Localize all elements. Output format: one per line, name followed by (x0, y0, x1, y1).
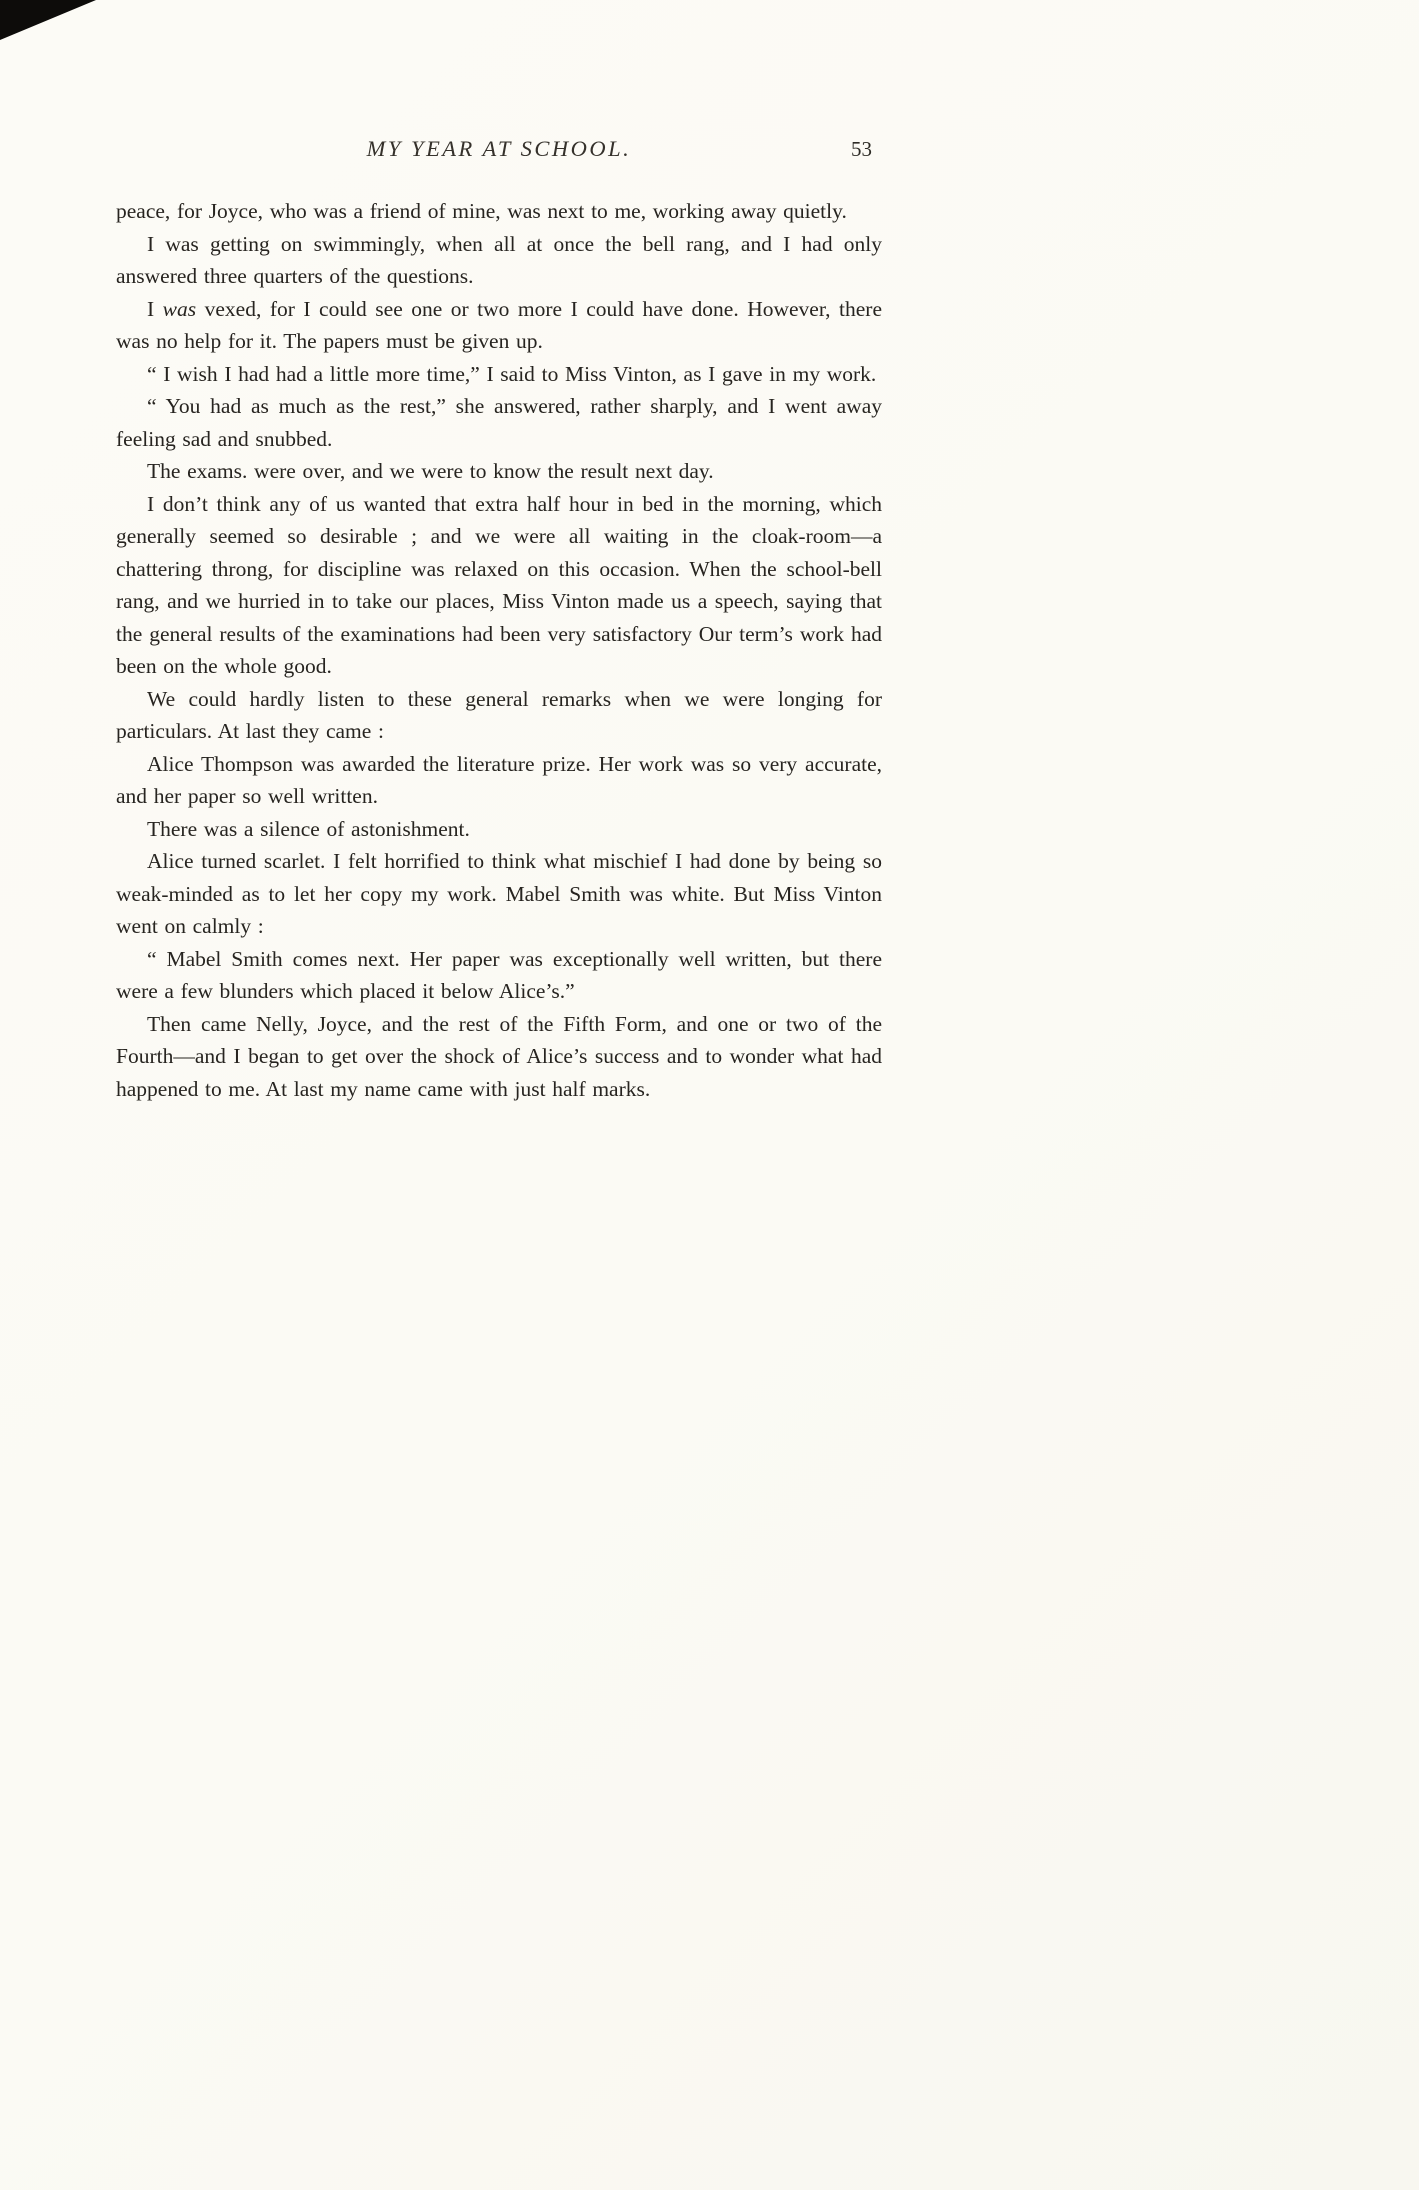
page-content (116, 136, 882, 1105)
paragraph (116, 683, 882, 748)
running-head (116, 136, 882, 174)
text-run: I (147, 296, 163, 321)
text-run: I don’t think any of us wanted that extra half hour in bed in the morning, which generally seemed so desirable ; and we were all waiting in the cloak-room—a chattering throng, for discipline was relaxed on this occasion. When the school-bell rang, and we hurried in to take our places, Miss Vinton made us a speech, saying that the general results of the examinations had been very satisfactory Our term’s work had been on the whole good. (116, 491, 882, 678)
emphasized-text: was (162, 296, 197, 321)
text-run: The exams. were over, and we were to know the result next day. (147, 459, 714, 483)
paragraph (116, 228, 882, 293)
paragraph (116, 358, 882, 391)
paragraph (116, 390, 882, 455)
text-run: “ You had as much as the rest,” she answered, rather sharply, and I went away feeling sad and snubbed. (116, 394, 882, 451)
paragraph (116, 1008, 882, 1106)
text-run: There was a silence of astonishment. (147, 816, 470, 841)
paragraph (116, 748, 882, 813)
text-run: Then came Nelly, Joyce, and the rest of the Fifth Form, and one or two of the Fourth—and I began to get over the shock of Alice’s success and to wonder what had happened to me. At last my name came with just half marks. (116, 1011, 882, 1101)
text-run: Alice Thompson was awarded the literature prize. Her work was so very accurate, and her paper so well written. (116, 751, 882, 808)
running-title: MY YEAR AT SCHOOL. (366, 136, 632, 161)
paragraph (116, 845, 882, 943)
paragraph (116, 813, 882, 846)
paragraph (116, 943, 882, 1008)
text-run: peace, for Joyce, who was a friend of mine, was next to me, working away quietly. (116, 199, 847, 223)
text-run: Alice turned scarlet. I felt horrified to think what mischief I had done by being so weak-minded as to let her copy my work. Mabel Smith was white. But Miss Vinton went on calmly : (116, 849, 882, 938)
page-number: 53 (851, 137, 872, 161)
text-run: We could hardly listen to these general remarks when we were longing for particulars. At last they came : (116, 686, 882, 743)
page-body (116, 195, 882, 1105)
text-run: “ Mabel Smith comes next. Her paper was exceptionally well written, but there were a few blunders which placed it below Alice’s.” (116, 946, 882, 1003)
text-run: vexed, for I could see one or two more I could have done. However, there was no help for it. The papers must be given up. (116, 296, 882, 353)
paragraph (116, 293, 882, 358)
paragraph (116, 195, 882, 228)
paragraph (116, 455, 882, 488)
text-run: I was getting on swimmingly, when all at once the bell rang, and I had only answered three quarters of the questions. (116, 231, 882, 288)
text-run: “ I wish I had had a little more time,” I said to Miss Vinton, as I gave in my work. (147, 361, 877, 386)
paragraph (116, 488, 882, 683)
scan-artifact-corner-icon (0, 0, 96, 40)
